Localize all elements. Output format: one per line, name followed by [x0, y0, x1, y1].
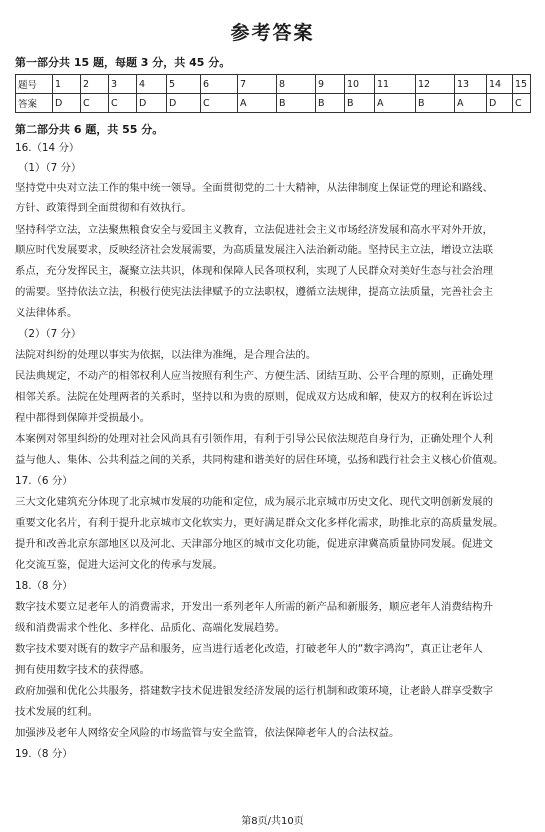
table-cell: A — [238, 94, 277, 113]
table-cell: 3 — [109, 75, 137, 94]
table-cell: A — [375, 94, 416, 113]
table-cell: 4 — [137, 75, 167, 94]
answer-line: 民法典规定，不动产的相邻权利人应当按照有利生产、方便生活、团结互助、公平合理的原则，正确处理 — [15, 370, 493, 382]
answer-line: 方针、政策得到全面贯彻和有效执行。 — [15, 202, 192, 214]
table-row-numbers — [16, 75, 531, 94]
answer-line: 化交流互鉴，促进大运河文化的传承与发展。 — [15, 559, 223, 571]
sub-question-heading: （1）（7 分） — [18, 162, 82, 174]
answer-table — [15, 74, 531, 113]
table-cell: 12 — [416, 75, 455, 94]
answer-line: 程中都得到保障并受损最小。 — [15, 412, 151, 424]
question-heading: 18.（8 分） — [15, 580, 73, 592]
table-cell: D — [167, 94, 201, 113]
table-cell: 13 — [455, 75, 487, 94]
part2-heading: 第二部分共 6 题，共 55 分。 — [15, 123, 164, 136]
table-cell: 1 — [53, 75, 81, 94]
table-cell: 9 — [316, 75, 345, 94]
table-cell: 10 — [345, 75, 375, 94]
answer-line: 本案例对邻里纠纷的处理对社会风尚具有引领作用，有利于引导公民依法规范自身行为，正确处理个人利 — [15, 433, 493, 445]
row-label-number: 题号 — [16, 75, 53, 94]
page-title: 参考答案 — [230, 22, 315, 44]
table-cell: C — [513, 94, 531, 113]
table-cell: C — [201, 94, 238, 113]
table-cell: D — [137, 94, 167, 113]
table-cell: 8 — [277, 75, 316, 94]
answer-line: 政府加强和优化公共服务，搭建数字技术促进银发经济发展的运行机制和政策环境，让老龄人群享受数字 — [15, 685, 493, 697]
answer-line: 坚持科学立法，立法聚焦粮食安全与爱国主义教育，立法促进社会主义市场经济发展和高水平对外开放， — [15, 224, 493, 236]
answer-line: 法院对纠纷的处理以事实为依据，以法律为准绳，是合理合法的。 — [15, 349, 317, 361]
answer-line: 加强涉及老年人网络安全风险的市场监管与安全监管，依法保障老年人的合法权益。 — [15, 727, 400, 739]
part1-heading: 第一部分共 15 题，每题 3 分，共 45 分。 — [15, 56, 231, 69]
table-cell: 11 — [375, 75, 416, 94]
table-cell: B — [277, 94, 316, 113]
table-cell: 15 — [513, 75, 531, 94]
question-heading: 16.（14 分） — [15, 142, 80, 154]
answer-line: 益与他人、集体、公共利益之间的关系，共同构建和谐美好的居住环境，弘扬和践行社会主义核心价值观。 — [15, 454, 504, 466]
answer-line: 级和消费需求个性化、多样化、品质化、高端化发展趋势。 — [15, 622, 286, 634]
table-cell: C — [81, 94, 109, 113]
question-heading: 19.（8 分） — [15, 748, 73, 760]
row-label-answer: 答案 — [16, 94, 53, 113]
table-cell: 2 — [81, 75, 109, 94]
table-cell: C — [109, 94, 137, 113]
table-cell: 5 — [167, 75, 201, 94]
answer-line: 相邻关系。法院在处理两者的关系时，坚持以和为贵的原则，促成双方达成和解，使双方的权利在诉讼过 — [15, 391, 493, 403]
answer-line: 数字技术要立足老年人的消费需求，开发出一系列老年人所需的新产品和新服务，顺应老年人消费结构升 — [15, 601, 493, 613]
table-cell: A — [455, 94, 487, 113]
page-footer: 第8页/共10页 — [241, 816, 304, 827]
answer-line: 三大文化建筑充分体现了北京城市发展的功能和定位，成为展示北京城市历史文化、现代文明创新发展的 — [15, 496, 493, 508]
sub-question-heading: （2）（7 分） — [18, 328, 82, 340]
table-cell: 14 — [487, 75, 513, 94]
question-heading: 17.（6 分） — [15, 475, 73, 487]
answer-line: 的需要。坚持依法立法，积极行使宪法法律赋予的立法职权，遵循立法规律，提高立法质量，完善社会主 — [15, 286, 493, 298]
table-cell: D — [53, 94, 81, 113]
answer-line: 提升和改善北京东部地区以及河北、天津部分地区的城市文化功能，促进京津冀高质量协同发展。促进文 — [15, 538, 493, 550]
answer-line: 数字技术要对既有的数字产品和服务，应当进行适老化改造，打破老年人的“数字鸿沟”，真正让老年人 — [15, 643, 483, 655]
table-cell: D — [487, 94, 513, 113]
table-cell: 7 — [238, 75, 277, 94]
answer-line: 技术发展的红利。 — [15, 706, 99, 718]
table-cell: 6 — [201, 75, 238, 94]
table-cell: B — [316, 94, 345, 113]
answer-line: 坚持党中央对立法工作的集中统一领导。全面贯彻党的二十大精神，从法律制度上保证党的理论和路线、 — [15, 182, 493, 194]
answer-line: 义法律体系。 — [15, 307, 78, 319]
table-cell: B — [345, 94, 375, 113]
table-row-answers — [16, 94, 531, 113]
answer-line: 系点，充分发挥民主，凝聚立法共识，体现和保障人民各项权利，实现了人民群众对美好生态与社会治理 — [15, 265, 493, 277]
answer-line: 拥有使用数字技术的获得感。 — [15, 664, 151, 676]
answer-line: 重要文化名片，有利于提升北京城市文化软实力，更好满足群众文化多样化需求，助推北京的高质量发展。 — [15, 517, 504, 529]
table-cell: B — [416, 94, 455, 113]
answer-line: 顺应时代发展要求，反映经济社会发展需要，为高质量发展注入法治新动能。坚持民主立法，增设立法联 — [15, 244, 493, 256]
